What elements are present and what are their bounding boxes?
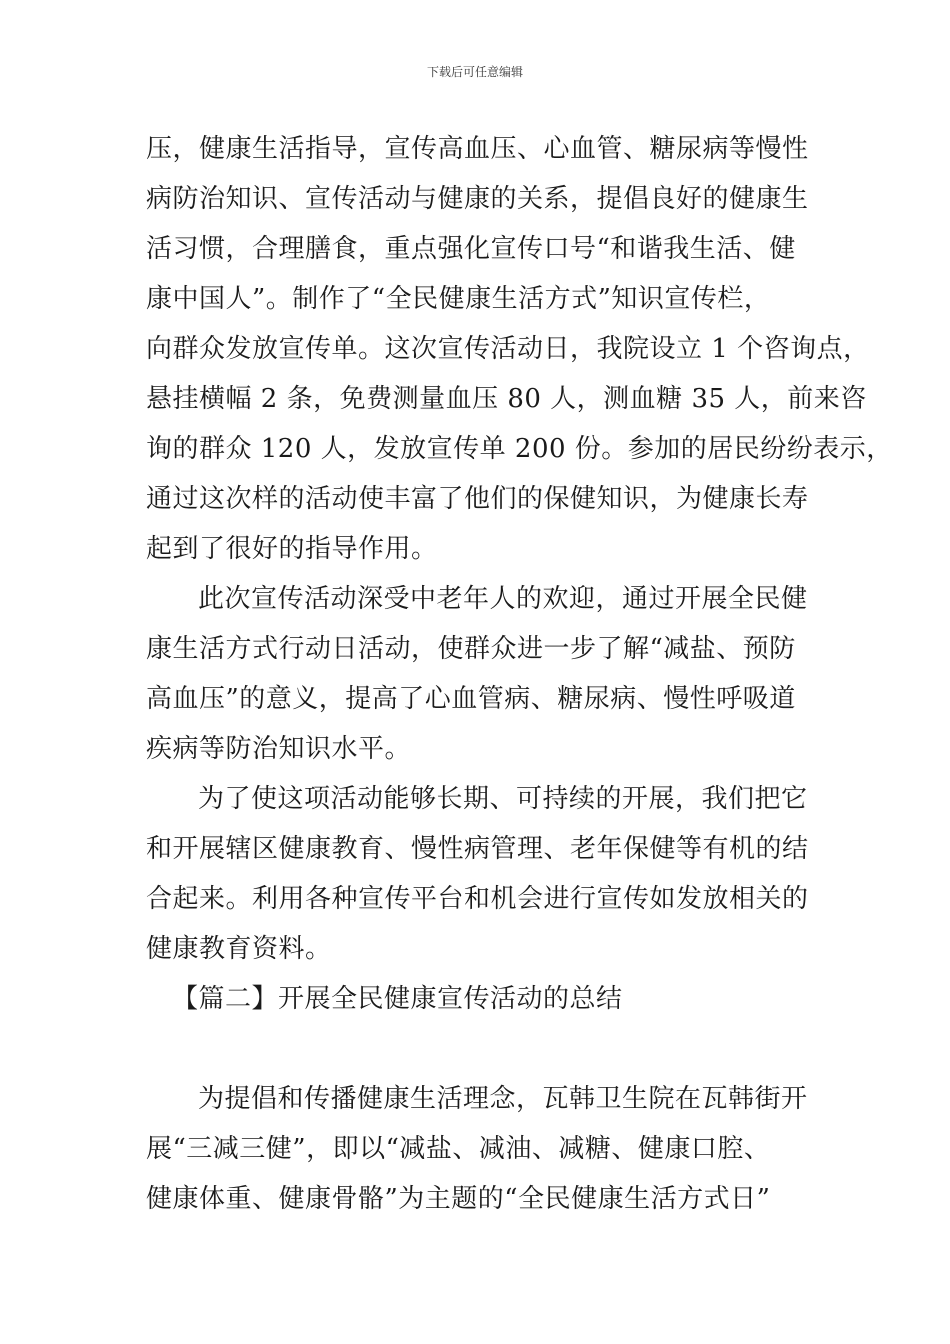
text-line: 压，健康生活指导，宣传高血压、心血管、糖尿病等慢性 (146, 134, 809, 164)
text-line: 活习惯，合理膳食，重点强化宣传口号“和谐我生活、健 (146, 234, 796, 264)
paragraph-start: 为提倡和传播健康生活理念，瓦韩卫生院在瓦韩街开 (198, 1084, 808, 1114)
text-line: 健康教育资料。 (146, 934, 332, 964)
text-line: 合起来。利用各种宣传平台和机会进行宣传如发放相关的 (146, 884, 809, 914)
paragraph-start: 为了使这项活动能够长期、可持续的开展，我们把它 (198, 784, 808, 814)
text-line: 健康体重、健康骨骼”为主题的“全民健康生活方式日” (146, 1184, 771, 1214)
section-heading: 【篇二】开展全民健康宣传活动的总结 (172, 984, 623, 1014)
text-line: 康生活方式行动日活动，使群众进一步了解“减盐、预防 (146, 634, 796, 664)
page-header: 下载后可任意编辑 (426, 65, 523, 79)
text-line: 高血压”的意义，提高了心血管病、糖尿病、慢性呼吸道 (146, 684, 796, 714)
text-line: 展“三减三健”，即以“减盐、减油、减糖、健康口腔、 (146, 1134, 771, 1164)
text-line: 询的群众 120 人，发放宣传单 200 份。参加的居民纷纷表示， (146, 434, 893, 464)
text-line: 和开展辖区健康教育、慢性病管理、老年保健等有机的结 (146, 834, 809, 864)
text-line: 通过这次样的活动使丰富了他们的保健知识，为健康长寿 (146, 484, 809, 514)
text-line: 康中国人”。制作了“全民健康生活方式”知识宣传栏， (146, 284, 771, 314)
text-line: 向群众发放宣传单。这次宣传活动日，我院设立 1 个咨询点， (146, 334, 870, 364)
paragraph-start: 此次宣传活动深受中老年人的欢迎，通过开展全民健 (198, 584, 808, 614)
text-line: 起到了很好的指导作用。 (146, 534, 438, 564)
text-line: 悬挂横幅 2 条，免费测量血压 80 人，测血糖 35 人，前来咨 (146, 384, 867, 414)
text-line: 疾病等防治知识水平。 (146, 734, 412, 764)
text-line: 病防治知识、宣传活动与健康的关系，提倡良好的健康生 (146, 184, 809, 214)
